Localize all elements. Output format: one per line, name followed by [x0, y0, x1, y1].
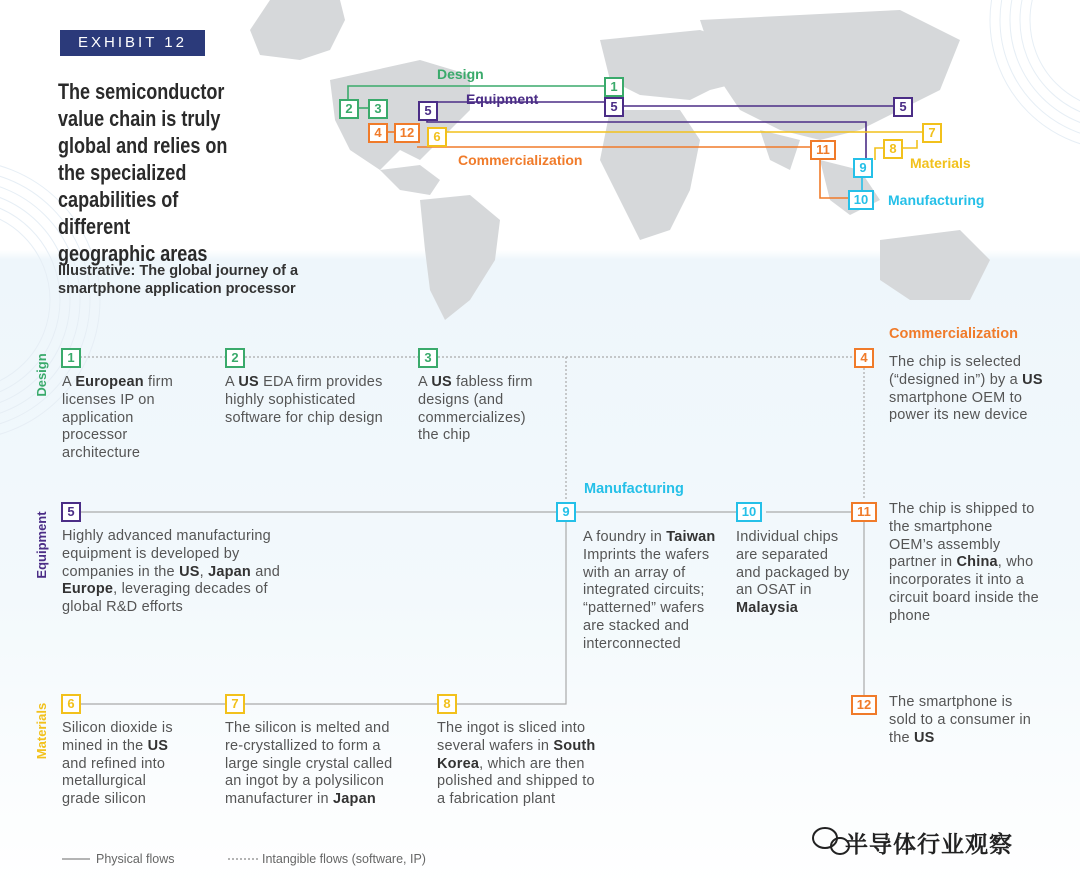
step-5-box: 5: [61, 502, 81, 522]
map-step-12: 12: [394, 123, 420, 143]
step-3-box: 3: [418, 348, 438, 368]
map-label-equipment: Equipment: [466, 91, 539, 107]
step-7-text: The silicon is melted and re-crystallized to form a large single crystal called an ingot by a polysilicon manufacturer in Japan: [225, 720, 393, 808]
map-label-commercialization: Commercialization: [458, 152, 583, 168]
step-1-box: 1: [61, 348, 81, 368]
step-3-text: A US fabless firm designs (and commercializes) the chip: [418, 374, 533, 444]
step-12-text: The smartphone is sold to a consumer in the US: [889, 694, 1032, 746]
map-line-materials-3: [875, 148, 883, 160]
row-label-equipment: Equipment: [34, 511, 49, 579]
step-10-text: Individual chips are separated and packaged by an OSAT in Malaysia: [736, 529, 850, 617]
highlighted-location: Japan: [332, 791, 376, 808]
step-7-box: 7: [225, 694, 245, 714]
legend-intangible: Intangible flows (software, IP): [262, 852, 426, 866]
map-step-5-japan: 5: [893, 97, 913, 117]
diagram-subtitle: Illustrative: The global journey of a smartphone application processor: [58, 263, 299, 297]
map-step-5-europe: 5: [604, 97, 624, 117]
highlighted-location: China: [956, 554, 998, 571]
highlighted-location: Japan: [208, 563, 251, 580]
highlighted-location: US: [179, 563, 200, 580]
step-2-text: A US EDA firm provides highly sophisticated software for chip design: [225, 374, 383, 426]
map-step-2: 2: [339, 99, 359, 119]
highlighted-location: European: [75, 374, 144, 390]
highlighted-location: US: [147, 737, 169, 754]
map-step-6: 6: [427, 127, 447, 147]
map-step-1: 1: [604, 77, 624, 97]
watermark-text: 半导体行业观察: [845, 831, 1013, 857]
row-label-design: Design: [34, 353, 49, 397]
step-9-box: 9: [556, 502, 576, 522]
highlighted-location: US: [431, 374, 452, 390]
step-6-text: Silicon dioxide is mined in the US and refined into metallurgical grade silicon: [62, 720, 173, 808]
highlighted-location: South Korea: [437, 737, 596, 772]
map-label-manufacturing: Manufacturing: [888, 192, 985, 208]
highlighted-location: Europe: [62, 581, 114, 598]
step-4-box: 4: [854, 348, 874, 368]
map-line-materials-2: [902, 140, 917, 148]
row-label-materials: Materials: [34, 702, 49, 760]
map-step-3: 3: [368, 99, 388, 119]
exhibit-label: EXHIBIT 12: [60, 30, 205, 56]
map-step-7: 7: [922, 123, 942, 143]
step-8-text: The ingot is sliced into several wafers in South Korea, which are then polished and shipped to a fabrication plant: [437, 720, 596, 808]
step-8-box: 8: [437, 694, 457, 714]
step-4-text: The chip is selected (“designed in”) by a US smartphone OEM to power its new device: [889, 354, 1043, 424]
legend-physical: Physical flows: [96, 852, 175, 866]
step-11-text: The chip is shipped to the smartphone OEM’s assembly partner in China, who incorporates it into a circuit board inside the phone: [889, 501, 1039, 624]
step-5-text: Highly advanced manufacturing equipment is developed by companies in the US, Japan and Europe, leveraging decades of global R&D efforts: [62, 528, 281, 616]
step-2-box: 2: [225, 348, 245, 368]
step-1-text: A European firm licenses IP on application processor architecture: [62, 374, 173, 462]
step-10-box: 10: [736, 502, 762, 522]
map-step-8: 8: [883, 139, 903, 159]
highlighted-location: US: [914, 729, 935, 746]
flow-materials-8-9: [457, 522, 566, 704]
highlighted-location: Taiwan: [666, 529, 716, 545]
section-commercialization: Commercialization: [889, 326, 1018, 342]
map-step-11: 11: [810, 140, 836, 160]
highlighted-location: US: [238, 374, 259, 390]
step-11-box: 11: [851, 502, 877, 522]
map-step-5-us: 5: [418, 101, 438, 121]
map-step-4: 4: [368, 123, 388, 143]
step-9-text: A foundry in Taiwan Imprints the wafers with an array of integrated circuits; “patterned” wafers are stacked and interconnected: [583, 529, 716, 652]
map-step-10: 10: [848, 190, 874, 210]
highlighted-location: Malaysia: [736, 600, 799, 617]
step-6-box: 6: [61, 694, 81, 714]
section-manufacturing: Manufacturing: [584, 481, 684, 497]
map-label-materials: Materials: [910, 155, 971, 171]
highlighted-location: US: [1022, 371, 1043, 388]
map-step-9: 9: [853, 158, 873, 178]
world-map: [250, 0, 990, 320]
map-label-design: Design: [437, 66, 484, 82]
page-title: The semiconductor value chain is truly global and relies on the specialized capabilities of different geographic areas: [58, 79, 228, 266]
step-12-box: 12: [851, 695, 877, 715]
